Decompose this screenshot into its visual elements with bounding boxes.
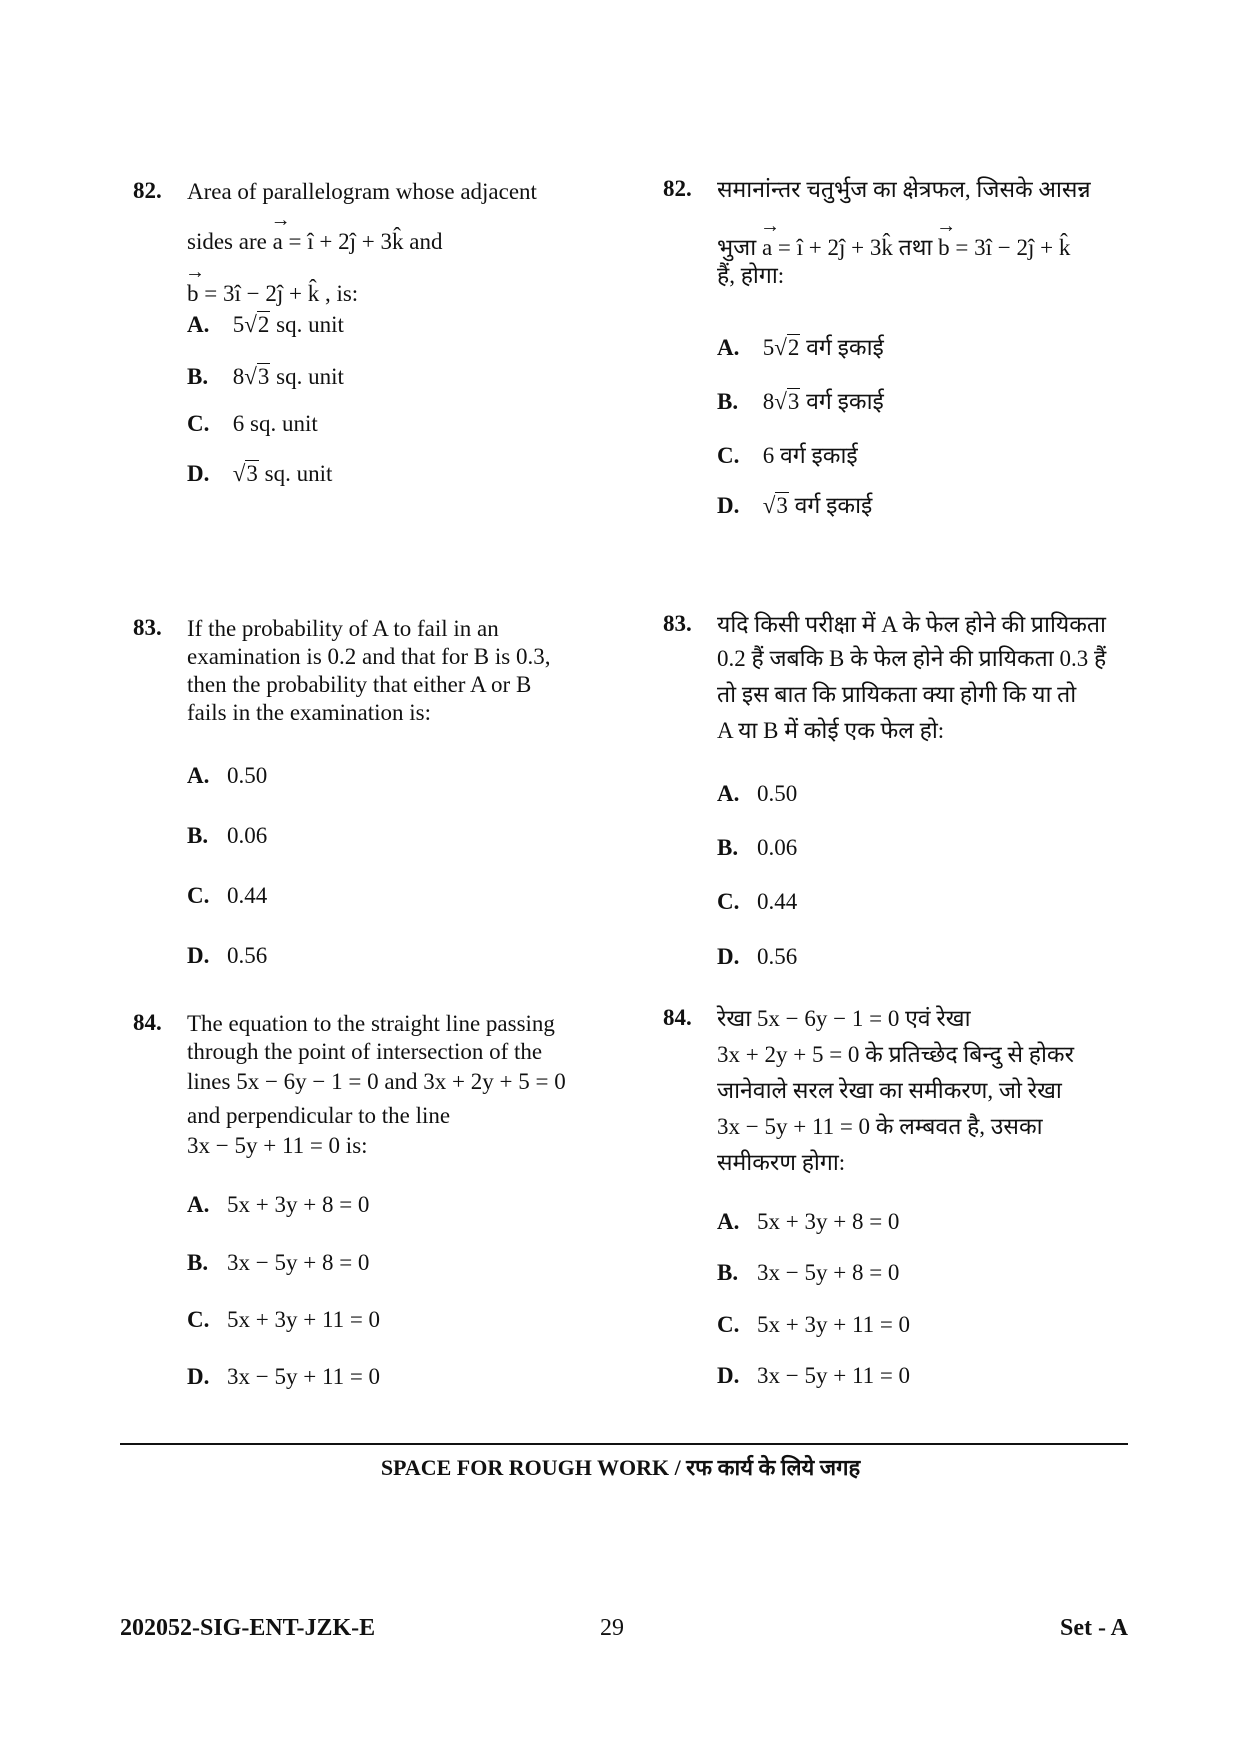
sqrt-symbol: √ — [762, 493, 776, 518]
question-line: 3x − 5y + 11 = 0 is: — [187, 1133, 368, 1158]
vector-a: → a — [762, 234, 772, 262]
option-d — [717, 1363, 910, 1389]
option-c — [717, 1312, 910, 1338]
option-label: A. — [187, 763, 210, 788]
option-c — [187, 883, 267, 909]
option-c — [717, 889, 797, 915]
option-label: C. — [187, 411, 210, 436]
vector-a: → a — [273, 228, 283, 256]
option-label: C. — [717, 443, 740, 468]
rough-work-caption: SPACE FOR ROUGH WORK / रफ कार्य के लिये जगह — [380, 1455, 861, 1480]
unit: वर्ग इकाई — [806, 389, 884, 414]
question-line: 0.2 हैं जबकि B के फेल होने की प्रायिकता 0.3 हैं — [717, 646, 1107, 671]
equation: = 3î − 2ĵ + k̂ — [955, 235, 1071, 260]
option-c — [187, 411, 318, 437]
radicand: 3 — [246, 461, 258, 486]
page-number: 29 — [600, 1615, 624, 1641]
option-label: D. — [187, 461, 210, 486]
question-number: 82. — [133, 178, 162, 203]
question-line: examination is 0.2 and that for B is 0.3, — [187, 644, 551, 669]
option-label: A. — [717, 1209, 740, 1234]
option-label: B. — [187, 1250, 209, 1275]
option-label: D. — [717, 1363, 740, 1388]
option-label: B. — [187, 364, 209, 389]
option-text: 3x − 5y + 8 = 0 — [227, 1250, 370, 1275]
option-a — [717, 330, 884, 362]
option-label: A. — [187, 1192, 210, 1217]
set-label: Set - A — [1060, 1615, 1128, 1641]
question-line: and perpendicular to the line — [187, 1103, 451, 1128]
unit: वर्ग इकाई — [794, 493, 873, 518]
question-line: समीकरण होगा: — [717, 1150, 846, 1175]
unit: sq. unit — [276, 364, 344, 389]
question-line: then the probability that either A or B — [187, 672, 532, 697]
equation: = î + 2ĵ + 3k̂ — [777, 235, 893, 260]
option-text: 0.06 — [227, 823, 268, 848]
option-label: C. — [717, 1312, 740, 1337]
text-fragment: भुजा — [717, 235, 757, 260]
question-line — [717, 234, 1070, 262]
coefficient: 8 — [232, 364, 245, 389]
question-number: 84. — [133, 1010, 162, 1035]
equation: = 3î − 2ĵ + k̂ — [204, 281, 320, 306]
option-text: 3x − 5y + 11 = 0 — [757, 1363, 911, 1388]
option-text: 5x + 3y + 8 = 0 — [757, 1209, 900, 1234]
option-label: C. — [187, 883, 210, 908]
option-label: C. — [187, 1307, 210, 1332]
question-line: यदि किसी परीक्षा में A के फेल होने की प्रायिकता — [717, 612, 1106, 637]
question-line: The equation to the straight line passing — [187, 1011, 555, 1036]
vector-b: → b — [187, 280, 199, 308]
option-label: D. — [717, 493, 740, 518]
option-label: B. — [717, 1260, 739, 1285]
unit: वर्ग इकाई — [806, 335, 884, 360]
text-fragment: तथा — [898, 235, 933, 260]
question-number: 84. — [663, 1005, 692, 1030]
option-text: 0.56 — [757, 944, 798, 969]
question-line: If the probability of A to fail in an — [187, 616, 499, 641]
paper-code: 202052-SIG-ENT-JZK-E — [120, 1615, 376, 1641]
option-text: 0.50 — [757, 781, 798, 806]
coefficient: 5 — [762, 335, 775, 360]
option-label: B. — [187, 823, 209, 848]
option-text: 6 वर्ग इकाई — [762, 443, 858, 468]
unit: sq. unit — [264, 461, 333, 486]
option-text: 3x − 5y + 8 = 0 — [757, 1260, 900, 1285]
question-line — [187, 228, 442, 256]
option-b — [187, 823, 267, 849]
option-text: 0.06 — [757, 835, 798, 860]
question-line: जानेवाले सरल रेखा का समीकरण, जो रेखा — [717, 1078, 1062, 1103]
option-d — [187, 1364, 380, 1390]
option-label: A. — [717, 781, 740, 806]
question-number: 83. — [663, 611, 692, 636]
option-label: A. — [187, 312, 210, 337]
text-fragment: sides are — [187, 229, 267, 254]
option-c — [717, 438, 858, 470]
question-number: 82. — [663, 176, 692, 201]
question-line — [187, 280, 358, 308]
option-b — [187, 364, 344, 390]
option-a — [717, 1209, 899, 1235]
question-line: A या B में कोई एक फेल हो: — [717, 718, 945, 743]
option-label: B. — [717, 835, 739, 860]
option-label: D. — [187, 943, 210, 968]
option-text: 0.44 — [757, 889, 798, 914]
option-d — [717, 944, 797, 970]
equation: = î + 2ĵ + 3k̂ — [288, 229, 404, 254]
sqrt-symbol: √ — [244, 312, 257, 337]
sqrt-symbol: √ — [232, 461, 246, 486]
option-b — [717, 1260, 899, 1286]
question-line: 3x − 5y + 11 = 0 के लम्बवत है, उसका — [717, 1114, 1043, 1139]
option-text: 5x + 3y + 11 = 0 — [227, 1307, 381, 1332]
vector-b: → b — [938, 234, 950, 262]
option-label: B. — [717, 389, 739, 414]
option-text: 0.50 — [227, 763, 268, 788]
radicand: 3 — [787, 389, 800, 414]
option-text: 3x − 5y + 11 = 0 — [227, 1364, 381, 1389]
question-number: 83. — [133, 615, 162, 640]
option-text: 0.56 — [227, 943, 268, 968]
text-fragment: and — [409, 229, 443, 254]
question-line: तो इस बात कि प्रायिकता क्या होगी कि या तो — [717, 682, 1077, 707]
question-line: हैं, होगा: — [717, 263, 785, 288]
option-d — [187, 461, 332, 487]
option-b — [717, 384, 884, 416]
sqrt-symbol: √ — [244, 364, 257, 389]
option-a — [187, 1192, 369, 1218]
option-label: C. — [717, 889, 740, 914]
option-a — [717, 781, 797, 807]
coefficient: 5 — [232, 312, 245, 337]
radicand: 3 — [257, 364, 270, 389]
question-line: रेखा 5x − 6y − 1 = 0 एवं रेखा — [717, 1006, 971, 1031]
option-b — [187, 1250, 369, 1276]
option-c — [187, 1307, 380, 1333]
question-line: lines 5x − 6y − 1 = 0 and 3x + 2y + 5 = 0 — [187, 1069, 566, 1094]
option-d — [187, 943, 267, 969]
option-a — [187, 763, 267, 789]
radicand: 2 — [787, 335, 800, 360]
question-line: समानांन्तर चतुर्भुज का क्षेत्रफल, जिसके आसन्न — [717, 177, 1091, 202]
rough-work-divider — [120, 1443, 1128, 1445]
option-label: D. — [187, 1364, 210, 1389]
unit: sq. unit — [276, 312, 344, 337]
question-line: fails in the examination is: — [187, 700, 432, 725]
option-d — [717, 488, 872, 520]
question-line: Area of parallelogram whose adjacent — [187, 179, 537, 204]
option-label: A. — [717, 335, 740, 360]
text-fragment: , is: — [324, 281, 359, 306]
question-line: through the point of intersection of the — [187, 1039, 543, 1064]
sqrt-symbol: √ — [774, 389, 787, 414]
radicand: 2 — [257, 312, 270, 337]
option-text: 0.44 — [227, 883, 268, 908]
sqrt-symbol: √ — [774, 335, 787, 360]
coefficient: 8 — [762, 389, 775, 414]
option-label: D. — [717, 944, 740, 969]
option-b — [717, 835, 797, 861]
option-a — [187, 312, 344, 338]
option-text: 6 sq. unit — [232, 411, 318, 436]
radicand: 3 — [776, 493, 788, 518]
option-text: 5x + 3y + 11 = 0 — [757, 1312, 911, 1337]
question-line: 3x + 2y + 5 = 0 के प्रतिच्छेद बिन्दु से होकर — [717, 1042, 1074, 1067]
option-text: 5x + 3y + 8 = 0 — [227, 1192, 370, 1217]
